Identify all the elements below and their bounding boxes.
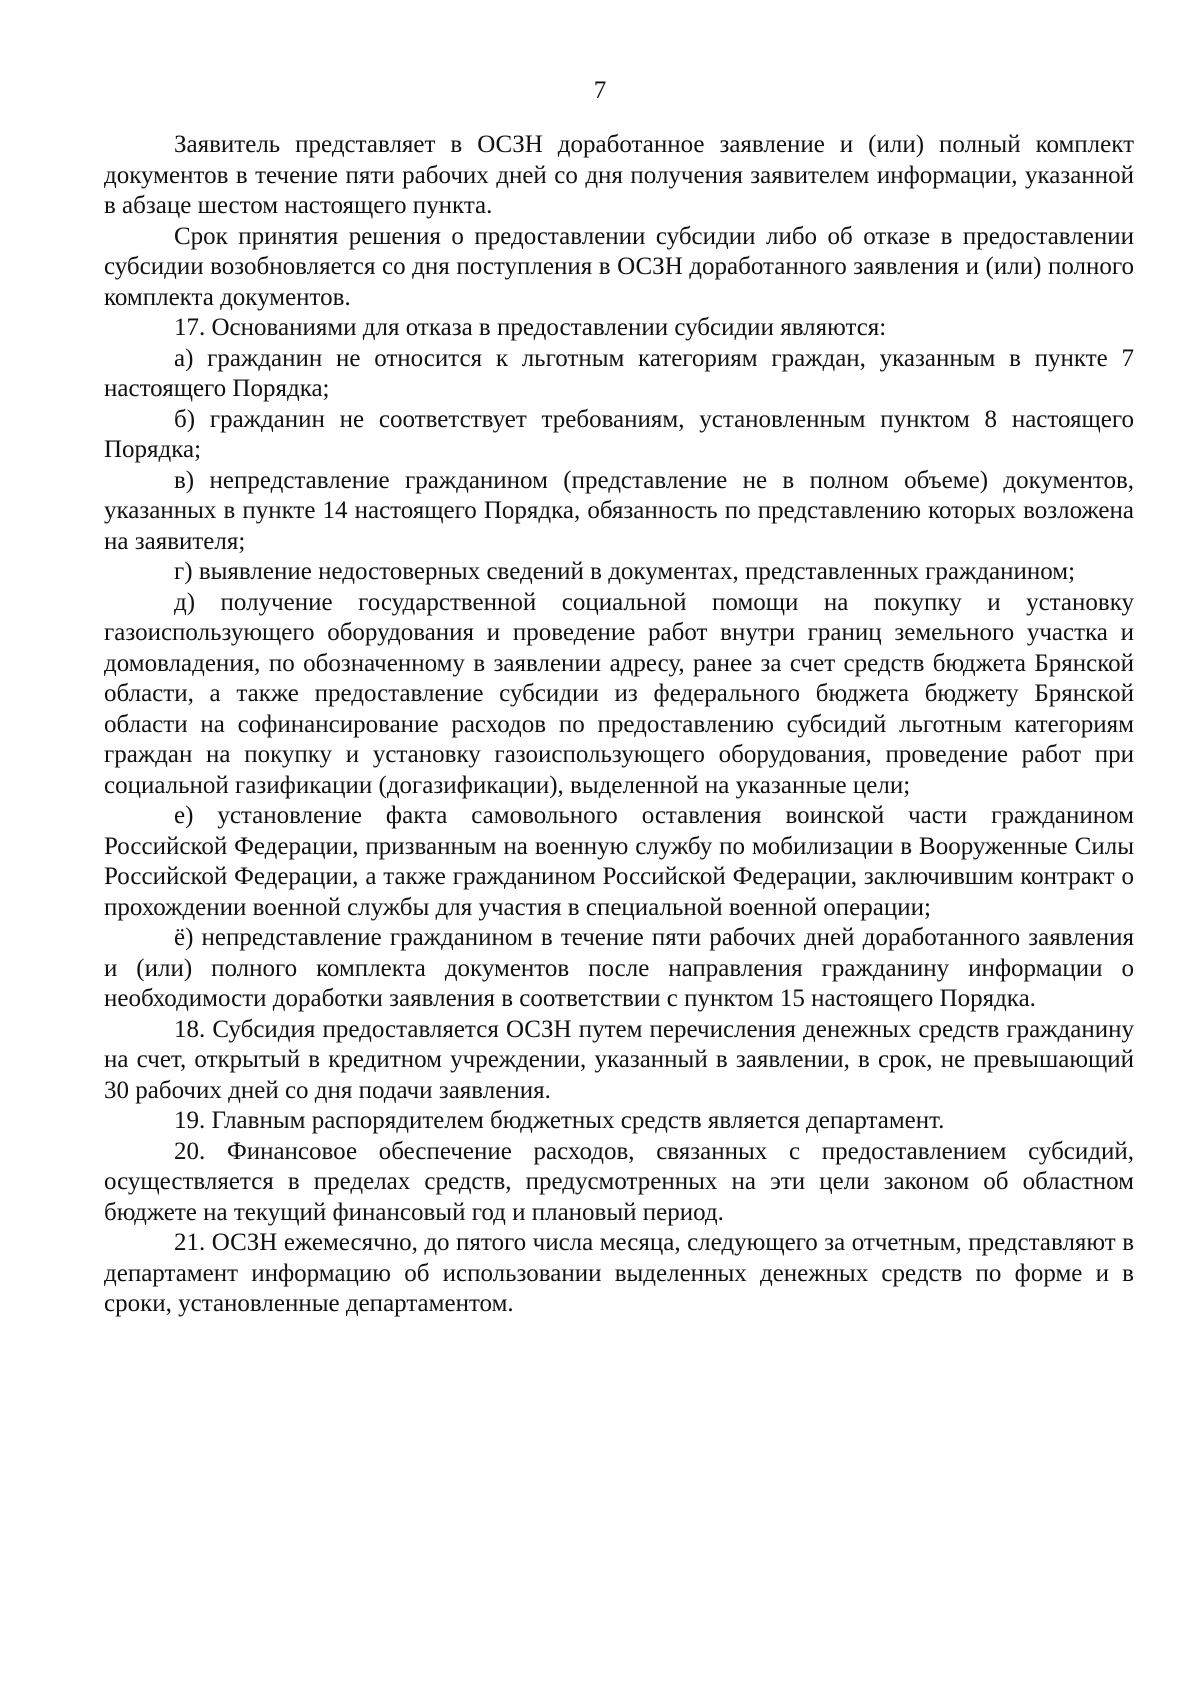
paragraph-applicant-resubmission: Заявитель представляет в ОСЗН доработанное заявление и (или) полный комплект документов в течение пяти рабочих дней со дня получения заявителем информации, указанной в абзаце шестом настоящего пункта. bbox=[104, 131, 1134, 219]
clause-17-item-d: д) получение государственной социальной помощи на покупку и установку газоиспользующего оборудования и проведение работ внутри границ земельного участка и домовладения, по обозначенному в заявлении адресу, ранее за счет средств бюджета Брянской области, а также предоставление субсидии из федерального бюджета бюджету Брянской области на софинансирование расходов по предоставлению субсидий льготным категориям граждан на покупку и установку газоиспользующего оборудования, проведение работ при социальной газификации (догазификации), выделенной на указанные цели; bbox=[104, 588, 1134, 799]
clause-17-item-v: в) непредставление гражданином (представление не в полном объеме) документов, указанных в пункте 14 настоящего Порядка, обязанность по представлению которых возложена на заявителя; bbox=[104, 466, 1134, 555]
document-body bbox=[104, 130, 1134, 1320]
clause-17-item-g: г) выявление недостоверных сведений в документах, представленных гражданином; bbox=[174, 558, 1076, 585]
clause-19: 19. Главным распорядителем бюджетных средств является департамент. bbox=[174, 1107, 945, 1134]
page-number: 7 bbox=[593, 77, 607, 104]
clause-21: 21. ОСЗН ежемесячно, до пятого числа месяца, следующего за отчетным, представляют в департамент информацию об использовании выделенных денежных средств по форме и в сроки, установленные департаментом. bbox=[104, 1229, 1134, 1317]
clause-17-item-e: е) установление факта самовольного оставления воинской части гражданином Российской Федерации, призванным на военную службу по мобилизации в Вооруженные Силы Российской Федерации, а также гражданином Российской Федерации, заключившим контракт о прохождении военной службы для участия в специальной военной операции; bbox=[104, 802, 1134, 921]
clause-17-heading: 17. Основаниями для отказа в предоставлении субсидии являются: bbox=[174, 314, 887, 341]
clause-18: 18. Субсидия предоставляется ОСЗН путем перечисления денежных средств гражданину на счет, открытый в кредитном учреждении, указанный в заявлении, в срок, не превышающий 30 рабочих дней со дня подачи заявления. bbox=[104, 1015, 1134, 1104]
clause-20: 20. Финансовое обеспечение расходов, связанных с предоставлением субсидий, осуществляется в пределах средств, предусмотренных на эти цели законом об областном бюджете на текущий финансовый год и плановый период. bbox=[104, 1137, 1134, 1226]
clause-17-item-yo: ё) непредставление гражданином в течение пяти рабочих дней доработанного заявления и (или) полного комплекта документов после направления гражданину информации о необходимости доработки заявления в соответствии с пунктом 15 настоящего Порядка. bbox=[104, 924, 1134, 1012]
paragraph-decision-term-resumed: Срок принятия решения о предоставлении субсидии либо об отказе в предоставлении субсидии возобновляется со дня поступления в ОСЗН доработанного заявления и (или) полного комплекта документов. bbox=[104, 222, 1134, 311]
clause-17-item-a: а) гражданин не относится к льготным категориям граждан, указанным в пункте 7 настоящего Порядка; bbox=[104, 344, 1134, 402]
clause-17-item-b: б) гражданин не соответствует требованиям, установленным пунктом 8 настоящего Порядка; bbox=[104, 405, 1134, 463]
